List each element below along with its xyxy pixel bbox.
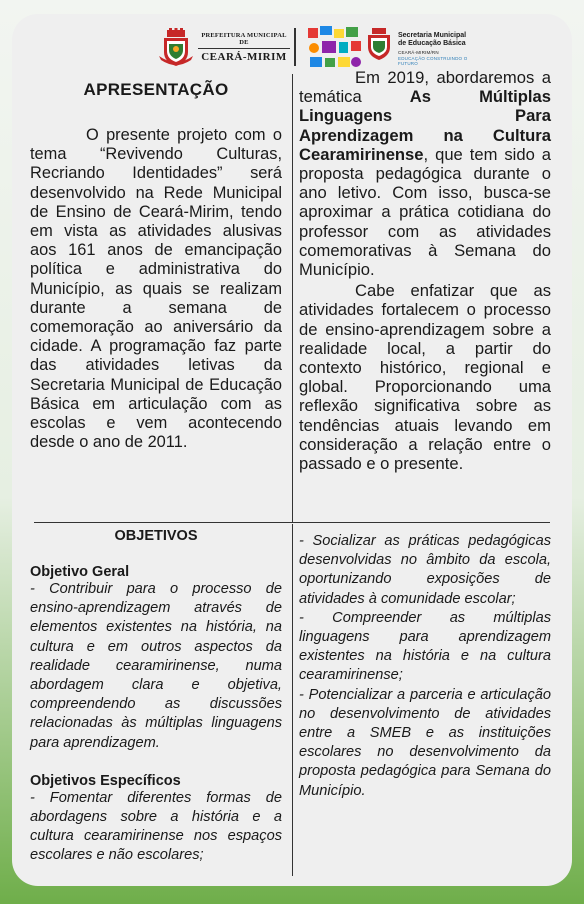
- header: [12, 14, 572, 76]
- smeb-logo-text: [398, 32, 488, 66]
- tema-paragraph: [299, 68, 551, 279]
- city-name: CEARÁ-MIRIM: [201, 51, 287, 63]
- tema-intro: Em 2019, abordaremos a temática: [299, 68, 551, 107]
- objetivo-especifico-1: - Fomentar diferentes formas de abordagens sobre a história e a cultura cearamirinense nos espaços escolares e não escolares;: [30, 789, 282, 864]
- enfase-paragraph: Cabe enfatizar que as atividades fortalecem o processo de ensino-aprendizagem sobre a realidade local, a partir do contexto histórico, regional e global. Proporcionando uma reflexão significativa sobre as tendências atuais levando em consideração a relação entre o passado e o presente.: [299, 281, 551, 474]
- objetivo-geral-text: - Contribuir para o processo de ensino-aprendizagem através de elementos existentes na história, na cultura e em outros aspectos da realidade cearamirinense, numa abordagem clara e objetiva, compreendendo as discussões relacionadas às múltiplas linguagens para aprendizagem.: [30, 581, 282, 751]
- smeb-title-line2: de Educação Básica: [398, 40, 466, 47]
- tema-name: As Múltiplas Linguagens Para Aprendizagem na Cultura Cearamirinense: [299, 87, 551, 164]
- objetivo-geral-title: Objetivo Geral: [30, 564, 130, 580]
- objetivo-especifico-3: - Compreender as múltiplas linguagens para aprendizagem existentes na história e na cultura cearamirinense;: [299, 609, 551, 684]
- smeb-slogan: EDUCAÇÃO CONSTRUINDO O FUTURO: [398, 56, 468, 66]
- tema-description: , que tem sido a proposta pedagógica durante o ano letivo. Com isso, busca-se aproximar a prática cotidiana do professor com as atividades comemorativas à Semana do Município.: [299, 144, 551, 280]
- smeb-crest-icon: [364, 28, 394, 62]
- header-divider: [294, 28, 296, 66]
- objetivo-especifico-4: - Potencializar a parceria e articulação no desenvolvimento de atividades entre a SMEB e as instituições escolares no desenvolvimento da proposta pedagógica para Semana do Município.: [299, 686, 551, 799]
- education-illustration-icon: [306, 26, 364, 70]
- page-card: [12, 14, 572, 886]
- prefeitura-label: PREFEITURA MUNICIPAL DE: [198, 32, 290, 49]
- tema-section: [299, 68, 551, 473]
- apresentacao-title: APRESENTAÇÃO: [83, 80, 229, 99]
- city-crest-icon: [158, 28, 194, 68]
- apresentacao-section: [30, 76, 282, 452]
- objetivos-especificos-title: Objetivos Específicos: [30, 772, 181, 789]
- objetivos-especificos-continued: [299, 532, 551, 801]
- column-divider-bottom: [292, 524, 293, 876]
- column-divider-top: [292, 74, 293, 522]
- prefeitura-logo-text: [198, 32, 290, 63]
- section-divider: [34, 522, 550, 523]
- smeb-title-line1: Secretaria Municipal: [398, 32, 467, 39]
- smeb-city: CEARÁ-MIRIM/RN: [398, 50, 439, 55]
- objetivo-especifico-2: - Socializar as práticas pedagógicas desenvolvidas no âmbito da escola, oportunizando exposições de atividades à comunidade escolar;: [299, 533, 551, 607]
- objetivos-title: OBJETIVOS: [114, 528, 198, 544]
- apresentacao-paragraph: O presente projeto com o tema “Revivendo Culturas, Recriando Identidades” será desenvolvido na Rede Municipal de Ensino de Ceará-Mirim, tendo em vista as atividades alusivas aos 161 anos de emancipação política e administrativa do Município, as quais se realizam durante a semana de comemoração ao aniversário da cidade. A programação faz parte das atividades letivas da Secretaria Municipal de Educação Básica em articulação com as escolas e vem acontecendo desde o ano de 2011.: [30, 126, 282, 452]
- objetivos-section: [30, 528, 282, 866]
